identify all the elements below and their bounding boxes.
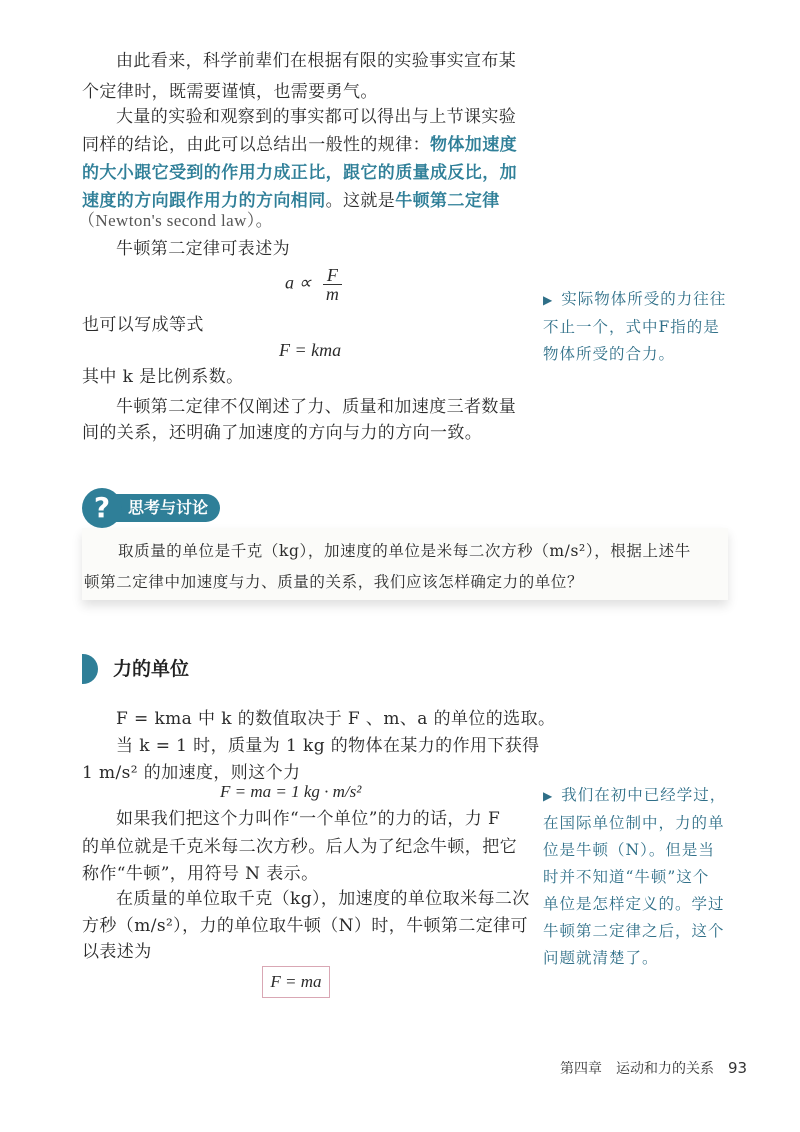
newton-second-law-english: （Newton's second law）。 (78, 211, 274, 230)
intro-para2-line1: 大量的实验和观察到的事实都可以得出与上节课实验 (116, 107, 517, 127)
chapter-title: 第四章 运动和力的关系 (560, 1061, 714, 1077)
boxed-formula: F = ma (262, 966, 330, 998)
formula-proportional-lhs: a ∝ (285, 272, 312, 293)
side-note2-line4: 时并不知道“牛顿”这个 (543, 868, 710, 886)
newton-second-law-term: 牛顿第二定律 (395, 191, 500, 211)
intro-para1-line2: 个定律时，既需要谨慎，也需要勇气。 (82, 82, 378, 102)
side-note1-text1: 实际物体所受的力往往 (561, 290, 727, 308)
think-discuss-line1: 取质量的单位是千克（kg），加速度的单位是米每二次方秒（m/s²），根据上述牛 (118, 542, 691, 560)
side-note-net-force-line3: 物体所受的合力。 (543, 345, 676, 363)
think-discuss-badge (82, 488, 242, 528)
side-note2-line2: 在国际单位制中，力的单 (543, 814, 725, 832)
page-number: 93 (728, 1059, 748, 1077)
section-line8: 方秒（m/s²），力的单位取牛顿（N）时，牛顿第二定律可 (82, 916, 528, 936)
intro-para4: 也可以写成等式 (82, 315, 204, 335)
section-line2: 当 k = 1 时，质量为 1 kg 的物体在某力的作用下获得 (116, 736, 540, 756)
think-discuss-line2: 顿第二定律中加速度与力、质量的关系，我们应该怎样确定力的单位？ (84, 573, 584, 591)
intro-para2-line3-highlight: 的大小跟它受到的作用力成正比，跟它的质量成反比，加 (82, 163, 517, 183)
intro-para2-line3 (82, 158, 517, 189)
intro-para2-line4-highlight: 速度的方向跟作用力的方向相同 (82, 191, 326, 211)
section-line6: 称作“牛顿”，用符号 N 表示。 (82, 864, 319, 884)
side-note2-line5: 单位是怎样定义的。学过 (543, 895, 725, 913)
intro-para3: 牛顿第二定律可表述为 (116, 239, 290, 259)
intro-para5: 其中 k 是比例系数。 (82, 367, 244, 387)
page-footer (560, 1058, 747, 1078)
triangle-bullet-icon: ▶ (543, 789, 554, 803)
section-line9: 以表述为 (82, 942, 152, 962)
triangle-bullet-icon: ▶ (543, 293, 554, 307)
side-note2-line1 (543, 782, 726, 810)
intro-para2-line2-highlight: 物体加速度 (430, 135, 517, 155)
formula-fraction-numerator: F (323, 266, 342, 285)
intro-para2-line4-plain: 。这就是 (325, 191, 396, 211)
think-discuss-text (84, 536, 718, 598)
section-title: 力的单位 (113, 658, 190, 680)
intro-para6-line2: 间的关系，还明确了加速度的方向与力的方向一致。 (82, 423, 483, 443)
formula-fraction (322, 266, 343, 303)
side-note2-line7: 问题就清楚了。 (543, 949, 659, 967)
section-line7: 在质量的单位取千克（kg），加速度的单位取米每二次 (116, 889, 530, 909)
section-line3: 1 m/s² 的加速度，则这个力 (82, 763, 301, 783)
side-note2-text1: 我们在初中已经学过， (561, 786, 727, 804)
section-line1: F = kma 中 k 的数值取决于 F 、m、a 的单位的选取。 (116, 709, 556, 729)
section-line4: 如果我们把这个力叫作“一个单位”的力的话，力 F (116, 809, 501, 829)
formula-kma: F = kma (279, 340, 342, 360)
side-note-net-force-line1 (543, 286, 726, 314)
side-note-net-force-line2: 不止一个，式中F指的是 (543, 318, 720, 336)
intro-para2-line2-plain: 同样的结论，由此可以总结出一般性的规律： (82, 135, 430, 155)
side-note2-line3: 位是牛顿（N）。但是当 (543, 841, 715, 859)
think-discuss-title: 思考与讨论 (110, 494, 220, 522)
section-line5: 的单位就是千克米每二次方秒。后人为了纪念牛顿，把它 (82, 837, 517, 857)
formula-newton-unit: F = ma = 1 kg · m/s² (220, 782, 362, 801)
intro-para1-line1: 由此看来，科学前辈们在根据有限的实验事实宣布某 (116, 51, 517, 71)
side-note-net-force (543, 286, 726, 368)
formula-proportional (285, 266, 343, 303)
intro-para6-line1: 牛顿第二定律不仅阐述了力、质量和加速度三者数量 (116, 397, 517, 417)
side-note2-line6: 牛顿第二定律之后，这个 (543, 922, 725, 940)
formula-fraction-denominator: m (325, 284, 339, 304)
side-note-newton-unit (543, 782, 726, 972)
section-marker-icon (82, 654, 98, 684)
intro-para2-line2 (82, 130, 517, 161)
question-icon: ? (82, 488, 122, 528)
